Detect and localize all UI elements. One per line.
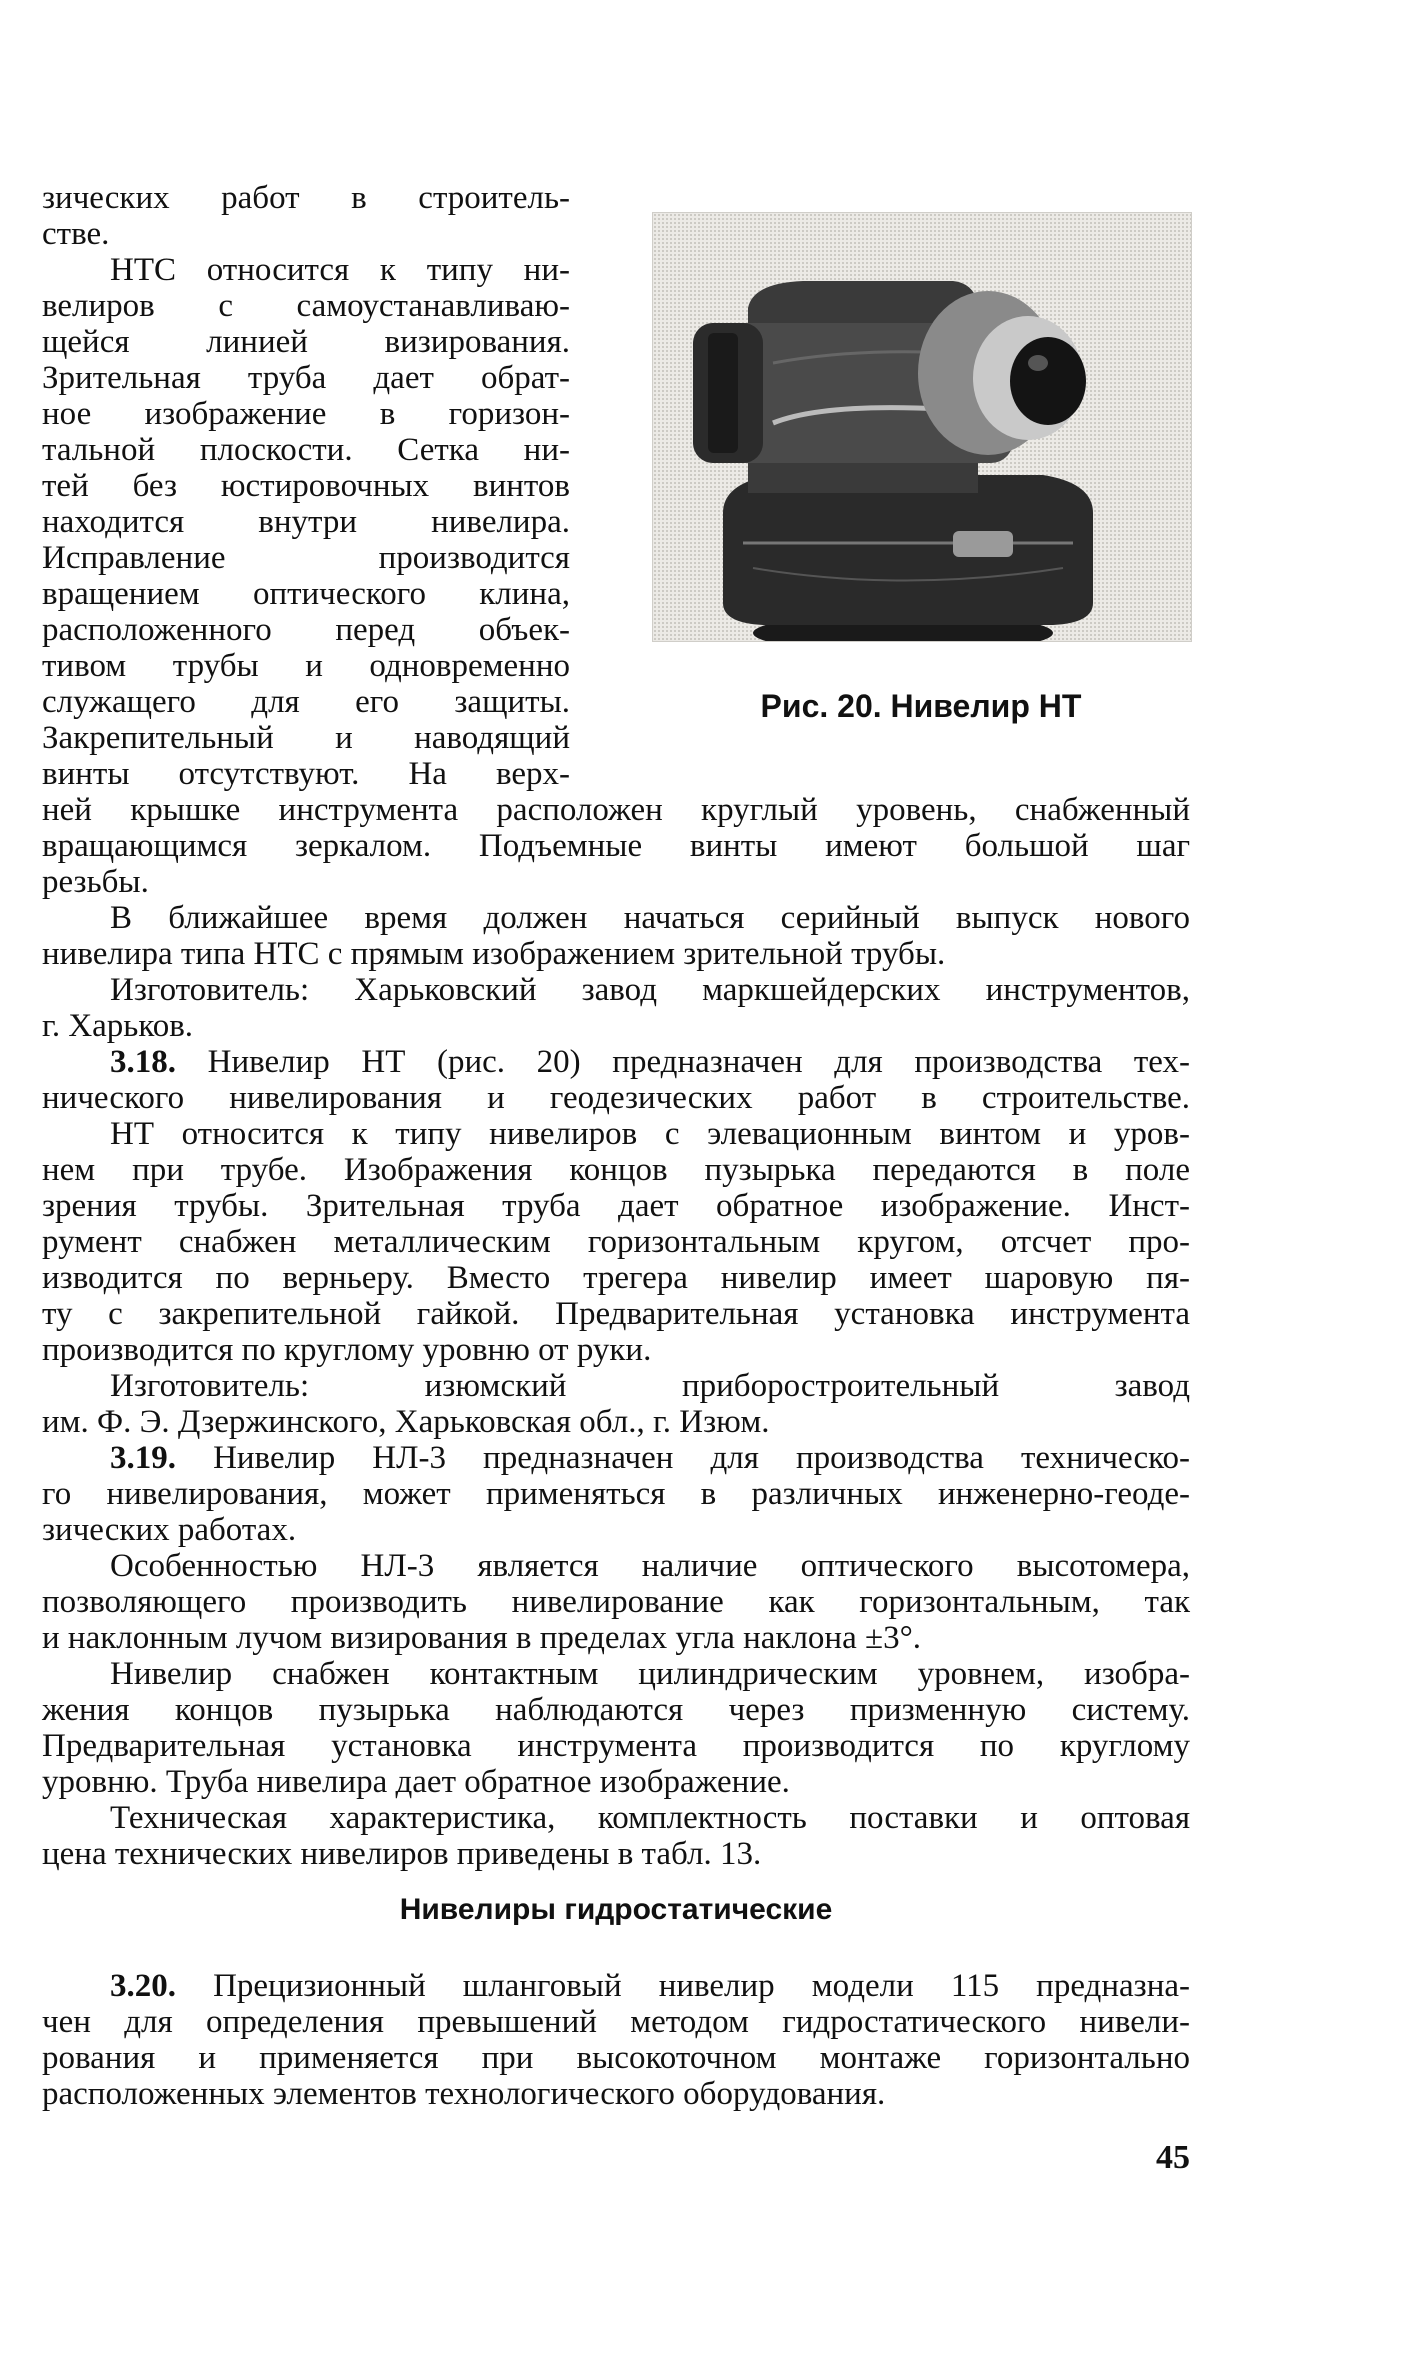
text-line: служащего для его защиты. bbox=[42, 684, 570, 720]
text-span: Нивелир НТ (рис. 20) предназначен для производства тех- bbox=[207, 1044, 1191, 1080]
text-line: расположенных элементов технологического оборудования. bbox=[42, 2076, 886, 2112]
text-line: Предварительная установка инструмента производится по круглому bbox=[42, 1728, 1190, 1764]
figure-photo bbox=[652, 212, 1192, 642]
text-line: винты отсутствуют. На верх- bbox=[42, 756, 570, 792]
text-line: Изготовитель: изюмский приборостроительный завод bbox=[110, 1368, 1190, 1404]
text-span: Нивелир НЛ-3 предназначен для производства техническо- bbox=[213, 1440, 1190, 1476]
text-line: зических работах. bbox=[42, 1512, 297, 1548]
text-line: го нивелирования, может применяться в различных инженерно-геоде- bbox=[42, 1476, 1190, 1512]
text-line: тальной плоскости. Сетка ни- bbox=[42, 432, 570, 468]
text-line: вращающимся зеркалом. Подъемные винты имеют большой шаг bbox=[42, 828, 1190, 864]
text-line: Зрительная труба дает обрат- bbox=[42, 360, 570, 396]
text-line: им. Ф. Э. Дзержинского, Харьковская обл., г. Изюм. bbox=[42, 1404, 770, 1440]
section-heading: Нивелиры гидростатические bbox=[399, 1893, 833, 1926]
text-line: уровню. Труба нивелира дает обратное изображение. bbox=[42, 1764, 790, 1800]
text-line: В ближайшее время должен начаться серийный выпуск нового bbox=[110, 900, 1190, 936]
paragraph-3-19-first-line bbox=[42, 1440, 1190, 1476]
text-line: расположенного перед объек- bbox=[42, 612, 570, 648]
text-line: вращением оптического клина, bbox=[42, 576, 570, 612]
text-line: ней крышке инструмента расположен круглый уровень, снабженный bbox=[42, 792, 1190, 828]
text-line: Изготовитель: Харьковский завод маркшейдерских инструментов, bbox=[110, 972, 1190, 1008]
text-line: ное изображение в горизон- bbox=[42, 396, 570, 432]
text-line: Техническая характеристика, комплектность поставки и оптовая bbox=[110, 1800, 1190, 1836]
text-line: щейся линией визирования. bbox=[42, 324, 570, 360]
text-line: находится внутри нивелира. bbox=[42, 504, 570, 540]
text-line: стве. bbox=[42, 216, 110, 252]
text-line: зрения трубы. Зрительная труба дает обратное изображение. Инст- bbox=[42, 1188, 1190, 1224]
text-line: тивом трубы и одновременно bbox=[42, 648, 570, 684]
text-line: НТ относится к типу нивелиров с элевационным винтом и уров- bbox=[110, 1116, 1190, 1152]
page-number: 45 bbox=[1156, 2139, 1190, 2176]
text-line: рования и применяется при высокоточном монтаже горизонтально bbox=[42, 2040, 1190, 2076]
level-instrument-image bbox=[653, 213, 1191, 641]
figure-caption: Рис. 20. Нивелир НТ bbox=[760, 688, 1082, 724]
text-line: резьбы. bbox=[42, 864, 149, 900]
text-line: и наклонным лучом визирования в пределах угла наклона ±3°. bbox=[42, 1620, 922, 1656]
paragraph-3-20-first-line bbox=[42, 1968, 1190, 2004]
text-line: г. Харьков. bbox=[42, 1008, 194, 1044]
text-line: жения концов пузырька наблюдаются через призменную систему. bbox=[42, 1692, 1190, 1728]
paragraph-number: 3.18. bbox=[110, 1044, 176, 1080]
text-line: нем при трубе. Изображения концов пузырька передаются в поле bbox=[42, 1152, 1190, 1188]
text-line: велиров с самоустанавливаю- bbox=[42, 288, 570, 324]
text-line: Исправление производится bbox=[42, 540, 570, 576]
paragraph-number: 3.20. bbox=[110, 1968, 176, 2004]
text-line: производится по круглому уровню от руки. bbox=[42, 1332, 652, 1368]
text-line: Особенностью НЛ-3 является наличие оптического высотомера, bbox=[110, 1548, 1190, 1584]
text-line: нического нивелирования и геодезических работ в строительстве. bbox=[42, 1080, 1190, 1116]
text-line: тей без юстировочных винтов bbox=[42, 468, 570, 504]
text-line: позволяющего производить нивелирование как горизонтальным, так bbox=[42, 1584, 1190, 1620]
text-line: НТС относится к типу ни- bbox=[110, 252, 570, 288]
text-line: изводится по верньеру. Вместо трегера нивелир имеет шаровую пя- bbox=[42, 1260, 1190, 1296]
text-line: ту с закрепительной гайкой. Предварительная установка инструмента bbox=[42, 1296, 1190, 1332]
text-line: чен для определения превышений методом гидростатического нивели- bbox=[42, 2004, 1190, 2040]
paragraph-number: 3.19. bbox=[110, 1440, 176, 1476]
text-line: зических работ в строитель- bbox=[42, 180, 570, 216]
paragraph-3-18-first-line bbox=[42, 1044, 1190, 1080]
text-line: Закрепительный и наводящий bbox=[42, 720, 570, 756]
text-line: Нивелир снабжен контактным цилиндрическим уровнем, изобра- bbox=[110, 1656, 1190, 1692]
text-line: румент снабжен металлическим горизонтальным кругом, отсчет про- bbox=[42, 1224, 1190, 1260]
text-line: нивелира типа НТС с прямым изображением зрительной трубы. bbox=[42, 936, 946, 972]
text-line: цена технических нивелиров приведены в табл. 13. bbox=[42, 1836, 762, 1872]
text-span: Прецизионный шланговый нивелир модели 115 предназна- bbox=[213, 1968, 1190, 2004]
